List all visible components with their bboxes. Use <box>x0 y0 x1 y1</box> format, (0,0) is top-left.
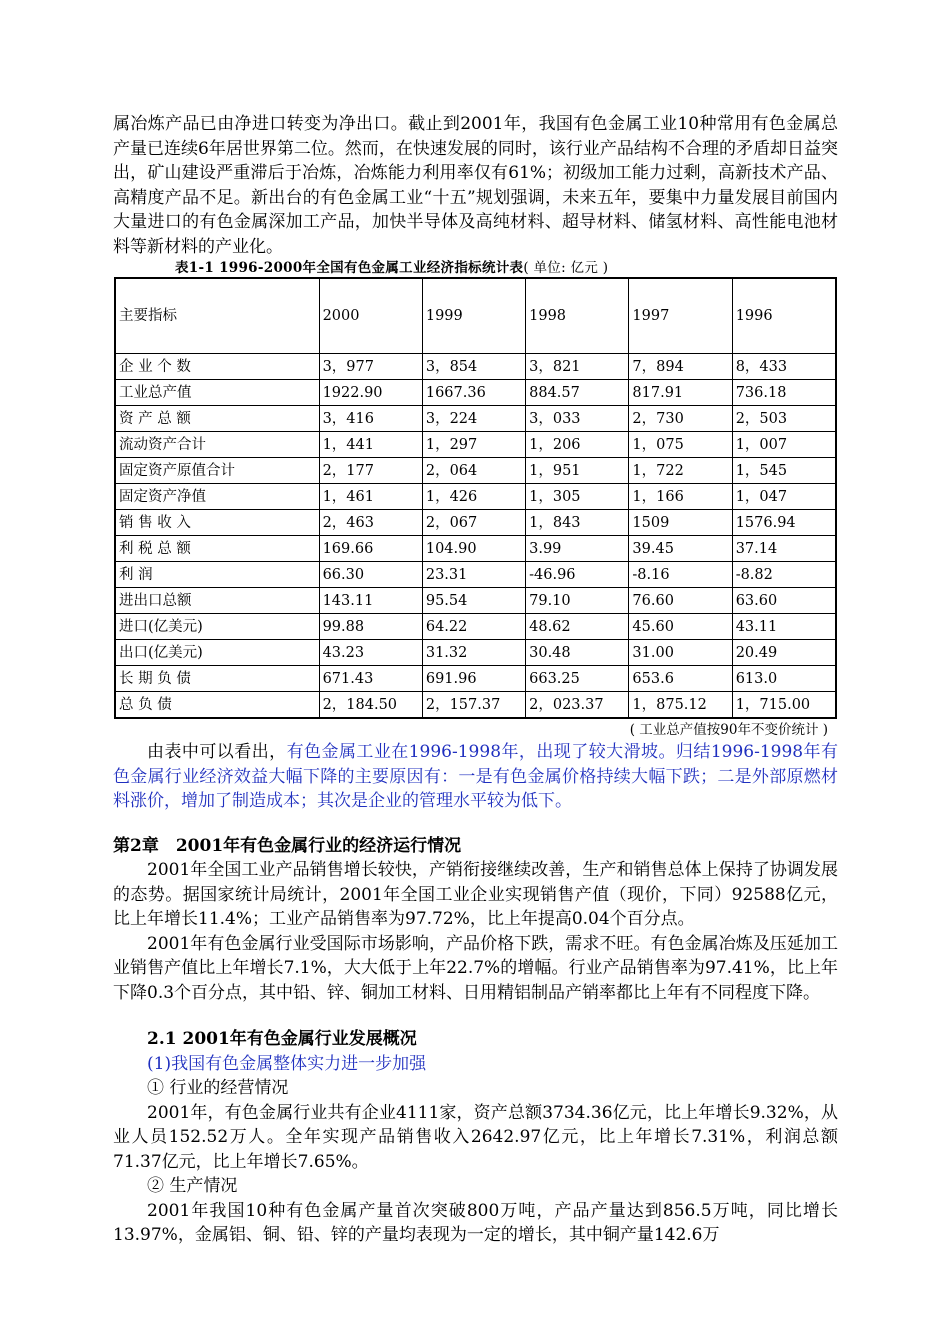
table-header-cell: 2000 <box>319 278 422 354</box>
table-cell: 2，067 <box>422 510 525 536</box>
table-cell: 1，875.12 <box>629 692 732 719</box>
table-cell: -8.16 <box>629 562 732 588</box>
table-cell: 613.0 <box>732 666 836 692</box>
table-cell: 1，545 <box>732 458 836 484</box>
table-cell: 8，433 <box>732 354 836 380</box>
section-subtitle: (1)我国有色金属整体实力进一步加强 <box>147 1053 427 1074</box>
table-row <box>115 614 836 640</box>
table-cell: 64.22 <box>422 614 525 640</box>
table-cell: 3，977 <box>319 354 422 380</box>
table-cell: 3.99 <box>526 536 629 562</box>
table-row <box>115 380 836 406</box>
table-cell: 1，297 <box>422 432 525 458</box>
table-row <box>115 640 836 666</box>
table-cell: 1509 <box>629 510 732 536</box>
table-cell: 2，157.37 <box>422 692 525 719</box>
table-cell: 23.31 <box>422 562 525 588</box>
table-cell: 2，064 <box>422 458 525 484</box>
table-cell: 99.88 <box>319 614 422 640</box>
table-cell: 79.10 <box>526 588 629 614</box>
table-cell: 30.48 <box>526 640 629 666</box>
table-cell: 143.11 <box>319 588 422 614</box>
item2-title: ② 生产情况 <box>147 1176 238 1196</box>
table-cell: 1，007 <box>732 432 836 458</box>
table-cell: 2，184.50 <box>319 692 422 719</box>
table-cell: 169.66 <box>319 536 422 562</box>
table-cell: 20.49 <box>732 640 836 666</box>
item2-text: 2001年我国10种有色金属产量首次突破800万吨，产品产量达到856.5万吨，同比增长13.97%，金属铝、铜、铅、锌的产量均表现为一定的增长，其中铜产量142.6万 <box>113 1200 838 1245</box>
table-cell: 2，730 <box>629 406 732 432</box>
table-cell: 43.11 <box>732 614 836 640</box>
table-cell: 1，715.00 <box>732 692 836 719</box>
chapter-title: 第2章 2001年有色金属行业的经济运行情况 <box>113 835 462 856</box>
table-cell: 1，461 <box>319 484 422 510</box>
table-row-label: 进出口总额 <box>115 588 319 614</box>
table-header-cell: 1996 <box>732 278 836 354</box>
table-cell: 1，951 <box>526 458 629 484</box>
table-row-label: 长 期 负 债 <box>115 666 319 692</box>
table-row <box>115 458 836 484</box>
table-header-cell: 1999 <box>422 278 525 354</box>
table-cell: 104.90 <box>422 536 525 562</box>
table-cell: 653.6 <box>629 666 732 692</box>
table-cell: 39.45 <box>629 536 732 562</box>
table-cell: 884.57 <box>526 380 629 406</box>
section-title: 2.1 2001年有色金属行业发展概况 <box>147 1029 417 1049</box>
table-row <box>115 432 836 458</box>
table-row-label: 销 售 收 入 <box>115 510 319 536</box>
table-cell: -46.96 <box>526 562 629 588</box>
table-cell: 663.25 <box>526 666 629 692</box>
table-note: ( 工业总产值按90年不变价统计 ) <box>629 722 828 738</box>
item1-title: ① 行业的经营情况 <box>147 1078 289 1098</box>
table-cell: 48.62 <box>526 614 629 640</box>
table-row-label: 资 产 总 额 <box>115 406 319 432</box>
table-row-label: 进口(亿美元) <box>115 614 319 640</box>
intro-paragraph: 属冶炼产品已由净进口转变为净出口。截止到2001年，我国有色金属工业10种常用有色金属总产量已连续6年居世界第二位。然而，在快速发展的同时，该行业产品结构不合理的矛盾却日益突出，矿山建设严重滞后于冶炼，冶炼能力利用率仅有61%；初级加工能力过剩，高新技术产品、高精度产品不足。新出台的有色金属工业“十五”规划强调，未来五年，要集中力量发展目前国内大量进口的有色金属深加工产品，加快半导体及高纯材料、超导材料、储氢材料、高性能电池材料等新材料的产业化。 <box>113 114 838 257</box>
table-cell: 31.00 <box>629 640 732 666</box>
table-row-label: 总 负 债 <box>115 692 319 719</box>
table-row-label: 利 税 总 额 <box>115 536 319 562</box>
table-cell: 66.30 <box>319 562 422 588</box>
table-cell: 3，224 <box>422 406 525 432</box>
table-cell: 691.96 <box>422 666 525 692</box>
table-cell: 45.60 <box>629 614 732 640</box>
table-cell: 31.32 <box>422 640 525 666</box>
table-cell: 736.18 <box>732 380 836 406</box>
table-cell: 76.60 <box>629 588 732 614</box>
table-row-label: 固定资产净值 <box>115 484 319 510</box>
table-row-label: 企 业 个 数 <box>115 354 319 380</box>
table-row <box>115 588 836 614</box>
table-row-label: 出口(亿美元) <box>115 640 319 666</box>
table-cell: 1576.94 <box>732 510 836 536</box>
table-cell: 1，075 <box>629 432 732 458</box>
table-row-label: 固定资产原值合计 <box>115 458 319 484</box>
item1-text: 2001年，有色金属行业共有企业4111家，资产总额3734.36亿元，比上年增长9.32%，从业人员152.52万人。全年实现产品销售收入2642.97亿元，比上年增长7.31%，利润总额71.37亿元，比上年增长7.65%。 <box>113 1102 838 1172</box>
table-cell: 1922.90 <box>319 380 422 406</box>
table-cell: 3，821 <box>526 354 629 380</box>
document-page <box>113 112 838 1248</box>
table-caption <box>175 259 838 277</box>
stats-table <box>114 277 837 719</box>
table-header-cell: 1998 <box>526 278 629 354</box>
table-caption-title: 表1-1 1996-2000年全国有色金属工业经济指标统计表 <box>175 260 524 276</box>
table-row <box>115 536 836 562</box>
table-cell: 2，503 <box>732 406 836 432</box>
table-row-label: 利 润 <box>115 562 319 588</box>
table-cell: 1，206 <box>526 432 629 458</box>
analysis-paragraph <box>113 740 838 814</box>
table-cell: 3，854 <box>422 354 525 380</box>
table-cell: 1，722 <box>629 458 732 484</box>
table-cell: 1，305 <box>526 484 629 510</box>
table-row <box>115 692 836 719</box>
table-cell: 2，463 <box>319 510 422 536</box>
table-cell: 1，047 <box>732 484 836 510</box>
table-header-row <box>115 278 836 354</box>
table-cell: 7，894 <box>629 354 732 380</box>
table-row <box>115 666 836 692</box>
table-row-label: 流动资产合计 <box>115 432 319 458</box>
chapter-paragraph: 2001年有色金属行业受国际市场影响，产品价格下跌，需求不旺。有色金属冶炼及压延加工业销售产值比上年增长7.1%，大大低于上年22.7%的增幅。行业产品销售率为97.41%，比上年下降0.3个百分点，其中铅、锌、铜加工材料、日用精铝制品产销率都比上年有不同程度下降。 <box>113 933 838 1003</box>
table-cell: 43.23 <box>319 640 422 666</box>
table-cell: 1，426 <box>422 484 525 510</box>
table-header-cell: 主要指标 <box>115 278 319 354</box>
table-cell: 1667.36 <box>422 380 525 406</box>
table-header-cell: 1997 <box>629 278 732 354</box>
table-caption-unit: ( 单位: 亿元 ) <box>523 260 609 276</box>
table-cell: -8.82 <box>732 562 836 588</box>
table-cell: 1，166 <box>629 484 732 510</box>
table-row <box>115 406 836 432</box>
table-row <box>115 562 836 588</box>
table-cell: 3，033 <box>526 406 629 432</box>
table-row-label: 工业总产值 <box>115 380 319 406</box>
chapter-paragraph: 2001年全国工业产品销售增长较快，产销衔接继续改善，生产和销售总体上保持了协调发展的态势。据国家统计局统计，2001年全国工业企业实现销售产值（现价，下同）92588亿元，比上年增长11.4%；工业产品销售率为97.72%，比上年提高0.04个百分点。 <box>113 860 838 929</box>
table-cell: 3，416 <box>319 406 422 432</box>
table-cell: 817.91 <box>629 380 732 406</box>
table-cell: 37.14 <box>732 536 836 562</box>
table-cell: 63.60 <box>732 588 836 614</box>
table-cell: 2，177 <box>319 458 422 484</box>
table-cell: 671.43 <box>319 666 422 692</box>
table-cell: 95.54 <box>422 588 525 614</box>
analysis-lead: 由表中可以看出， <box>147 742 287 762</box>
table-row <box>115 484 836 510</box>
table-cell: 1，843 <box>526 510 629 536</box>
analysis-highlight: 有色金属工业在1996-1998年，出现了较大滑坡。归结1996-1998年有色金属行业经济效益大幅下降的主要原因有：一是有色金属价格持续大幅下跌；二是外部原燃材料涨价，增加了制造成本；其次是企业的管理水平较为低下。 <box>113 742 839 811</box>
table-row <box>115 510 836 536</box>
table-row <box>115 354 836 380</box>
table-cell: 2，023.37 <box>526 692 629 719</box>
table-cell: 1，441 <box>319 432 422 458</box>
